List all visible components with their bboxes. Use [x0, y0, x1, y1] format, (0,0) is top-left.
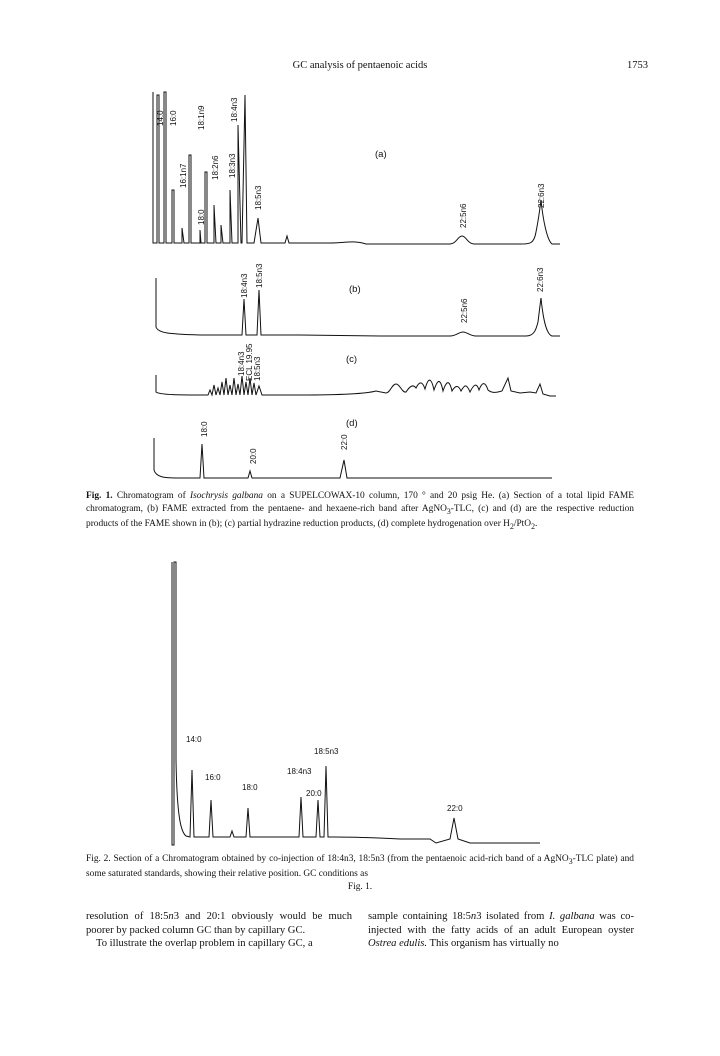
peak-label-b-18-4n3: 18:4n3: [240, 273, 249, 298]
running-title: GC analysis of pentaenoic acids: [292, 60, 428, 71]
peak-label-18-4n3: 18:4n3: [230, 97, 239, 122]
fig2-label-18-4n3: 18:4n3: [287, 767, 312, 776]
page-number: 1753: [627, 60, 648, 71]
peak-label-b-22-5n6: 22:5n6: [460, 298, 469, 323]
peak-label-d-22-0: 22:0: [340, 434, 349, 450]
peak-label-b-18-5n3: 18:5n3: [255, 263, 264, 288]
species-name: Isochrysis galbana: [189, 491, 263, 501]
panel-label-c: (c): [346, 354, 358, 365]
peak-label-16-1n7: 16:1n7: [179, 163, 188, 188]
fig2-label-18-0: 18:0: [242, 783, 258, 792]
body-column-right: sample containing 18:5n3 isolated from I. galbana was co-injected with the fatty acids of an adult European oyster Ostrea edulis. This organism has virtually no: [368, 911, 634, 950]
peak-label-c-18-4n3: 18:4n3: [237, 351, 246, 376]
peak-label-18-5n3: 18:5n3: [254, 185, 263, 210]
peak-label-b-22-6n3: 22:6n3: [536, 267, 545, 292]
peak-label-c-18-5n3: 18:5n3: [253, 356, 262, 381]
panel-label-b: (b): [349, 284, 361, 295]
fig2-label-20-0: 20:0: [306, 789, 322, 798]
peak-label-22-6n3: 22:6n3: [537, 183, 546, 208]
peak-label-18-1n9: 18:1n9: [197, 105, 206, 130]
fig2-label-18-5n3: 18:5n3: [314, 747, 339, 756]
fig2-label-14-0: 14:0: [186, 735, 202, 744]
peak-label-16-0: 16:0: [169, 110, 178, 126]
fig2-label-22-0: 22:0: [447, 804, 463, 813]
figure-2-caption: Fig. 2. Section of a Chromatogram obtained by co-injection of 18:4n3, 18:5n3 (from the pentaenoic acid-rich band of a AgNO$_3$-TLC plate) and some saturated standards, showing their relative position. GC conditions as Fig. 1.: [86, 854, 634, 893]
body-column-left: resolution of 18:5n3 and 20:1 obviously would be much poorer by packed column GC than by capillary GC. To illustrate the overlap problem in capillary GC, a: [86, 911, 352, 950]
fig2-label-16-0: 16:0: [205, 773, 221, 782]
peak-label-14-0: 14:0: [156, 110, 165, 126]
panel-label-d: (d): [346, 418, 358, 429]
peak-label-c-ecl-19-95: ECL 19.95: [245, 343, 254, 381]
peak-label-18-2n6: 18:2n6: [211, 155, 220, 180]
figure-1-caption: Fig. 1. Chromatogram of Isochrysis galbana on a SUPELCOWAX-10 column, 170 ° and 20 psig He. (a) Section of a total lipid FAME chromatogram, (b) FAME extracted from the pentaene- and hexaene-rich band after AgNO$_3$-TLC, (c) and (d) are the respective reduction products of the FAME shown in (b); (c) partial hydrazine reduction products, (d) complete hydrogenation over $H_2/PtO_2$.: [86, 491, 634, 531]
peak-label-18-3n3: 18:3n3: [228, 153, 237, 178]
fig1-number: Fig. 1.: [86, 491, 113, 501]
peak-label-18-0: 18:0: [197, 209, 206, 225]
peak-label-22-5n6: 22:5n6: [459, 203, 468, 228]
peak-label-d-20-0: 20:0: [249, 448, 258, 464]
peak-label-d-18-0: 18:0: [200, 421, 209, 437]
panel-label-a: (a): [375, 149, 387, 160]
trace-fig2: [172, 562, 540, 845]
